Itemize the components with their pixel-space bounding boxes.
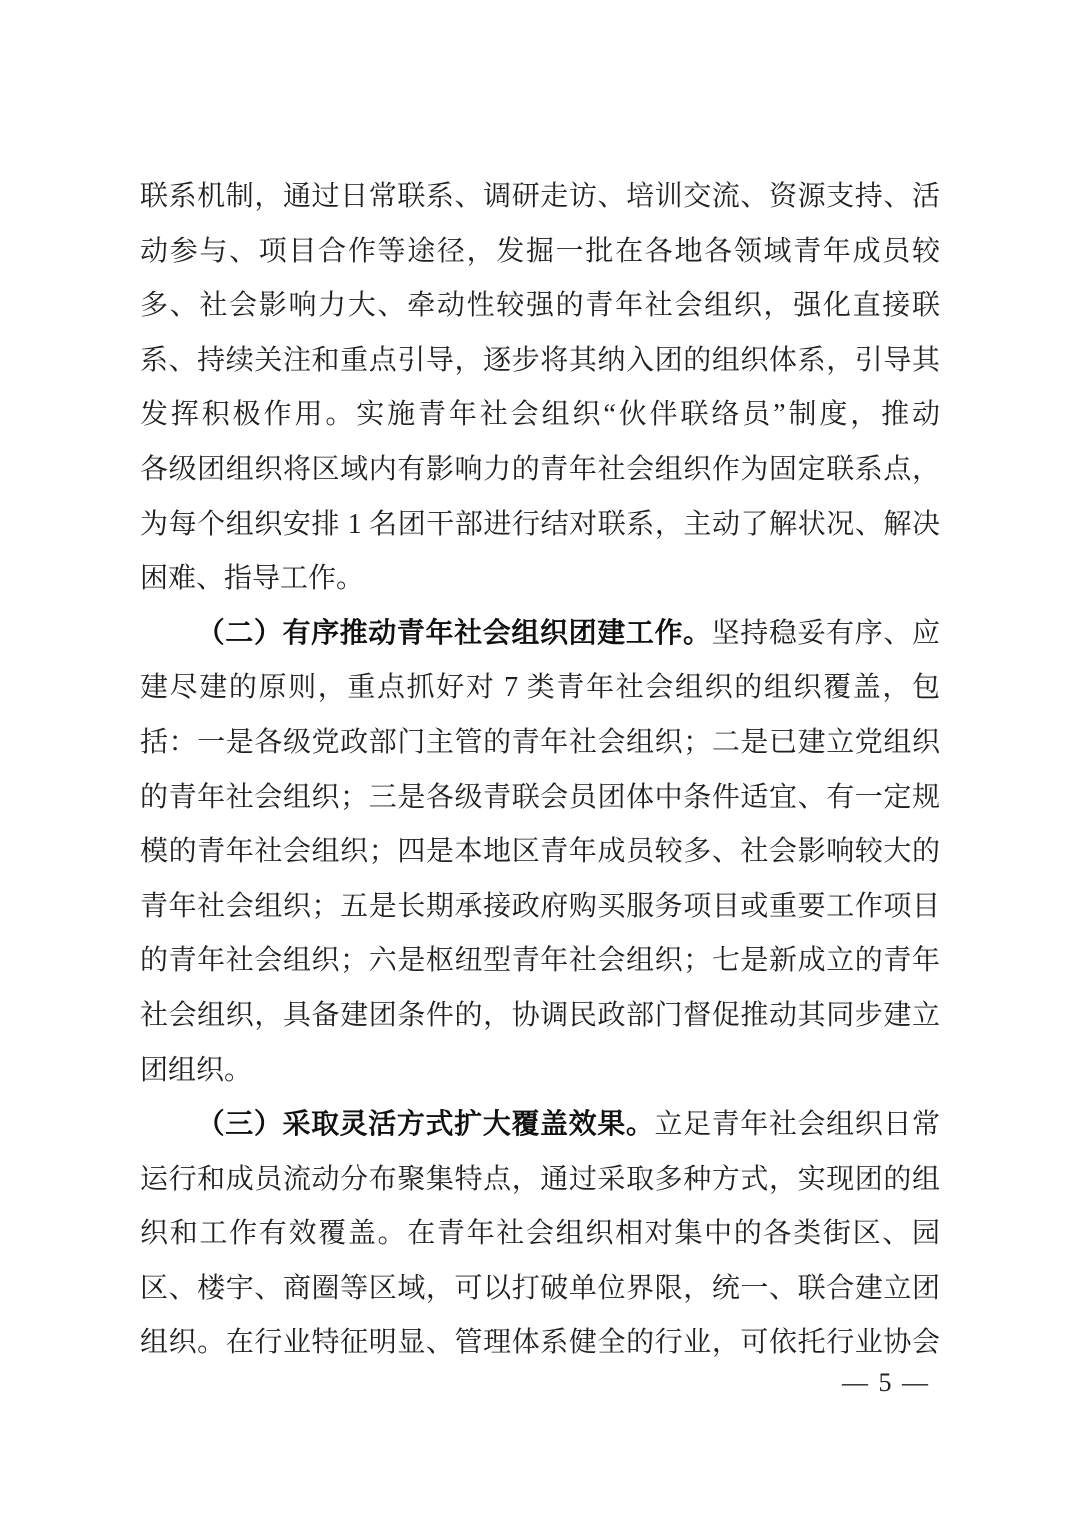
- text-line: [140, 225, 940, 280]
- body-text: 织和工作有效覆盖。在青年社会组织相对集中的各类街区、园: [140, 1218, 940, 1250]
- body-text: 团组织。: [140, 1054, 253, 1086]
- text-line: [140, 443, 940, 498]
- body-text: 社会组织，具备建团条件的，协调民政部门督促推动其同步建立: [140, 999, 940, 1031]
- text-line: [140, 170, 940, 225]
- text-line: [140, 661, 940, 716]
- paragraph: [140, 170, 940, 607]
- text-line: [140, 552, 940, 607]
- body-text: 动参与、项目合作等途径，发掘一批在各地各领域青年成员较: [140, 235, 940, 267]
- text-line: [140, 334, 940, 389]
- text-line: [140, 1316, 940, 1371]
- paragraph: [140, 607, 940, 1098]
- body-text: 组织。在行业特征明显、管理体系健全的行业，可依托行业协会: [140, 1327, 940, 1359]
- body-text: 运行和成员流动分布聚集特点，通过采取多种方式，实现团的组: [140, 1163, 940, 1195]
- document-body: [140, 170, 940, 1371]
- first-line-indent: [140, 641, 196, 642]
- text-line: [140, 388, 940, 443]
- body-text: 各级团组织将区域内有影响力的青年社会组织作为固定联系点，: [140, 453, 940, 485]
- body-text: 模的青年社会组织；四是本地区青年成员较多、社会影响较大的: [140, 836, 940, 868]
- text-line: [140, 880, 940, 935]
- text-line: [140, 1098, 940, 1153]
- body-text: 青年社会组织；五是长期承接政府购买服务项目或重要工作项目: [140, 890, 940, 922]
- body-text: 困难、指导工作。: [140, 563, 365, 595]
- text-line: [140, 607, 940, 662]
- text-line: [140, 771, 940, 826]
- body-text: 建尽建的原则，重点抓好对 7 类青年社会组织的组织覆盖，包: [140, 672, 940, 704]
- body-text: 为每个组织安排 1 名团干部进行结对联系，主动了解状况、解决: [140, 508, 940, 540]
- body-text: 的青年社会组织；三是各级青联会员团体中条件适宜、有一定规: [140, 781, 940, 813]
- body-text: 坚持稳妥有序、应: [711, 617, 940, 649]
- text-line: [140, 279, 940, 334]
- text-line: [140, 1207, 940, 1262]
- first-line-indent: [140, 1132, 196, 1133]
- body-text: 的青年社会组织；六是枢纽型青年社会组织；七是新成立的青年: [140, 945, 940, 977]
- text-line: [140, 989, 940, 1044]
- text-line: [140, 1044, 940, 1099]
- text-line: [140, 716, 940, 771]
- body-text: 多、社会影响力大、牵动性较强的青年社会组织，强化直接联: [140, 290, 940, 322]
- text-line: [140, 825, 940, 880]
- body-text: 括：一是各级党政部门主管的青年社会组织；二是已建立党组织: [140, 726, 940, 758]
- paragraph: [140, 1098, 940, 1371]
- text-line: [140, 934, 940, 989]
- text-line: [140, 498, 940, 553]
- body-text: 立足青年社会组织日常: [654, 1109, 940, 1141]
- section-heading: （三）采取灵活方式扩大覆盖效果。: [196, 1109, 655, 1141]
- body-text: 发挥积极作用。实施青年社会组织“伙伴联络员”制度，推动: [140, 399, 940, 431]
- section-heading: （二）有序推动青年社会组织团建工作。: [196, 617, 712, 649]
- text-line: [140, 1262, 940, 1317]
- text-line: [140, 1153, 940, 1208]
- page-number: — 5 —: [842, 1368, 930, 1397]
- body-text: 区、楼宇、商圈等区域，可以打破单位界限，统一、联合建立团: [140, 1272, 940, 1304]
- body-text: 联系机制，通过日常联系、调研走访、培训交流、资源支持、活: [140, 181, 940, 212]
- body-text: 系、持续关注和重点引导，逐步将其纳入团的组织体系，引导其: [140, 344, 940, 376]
